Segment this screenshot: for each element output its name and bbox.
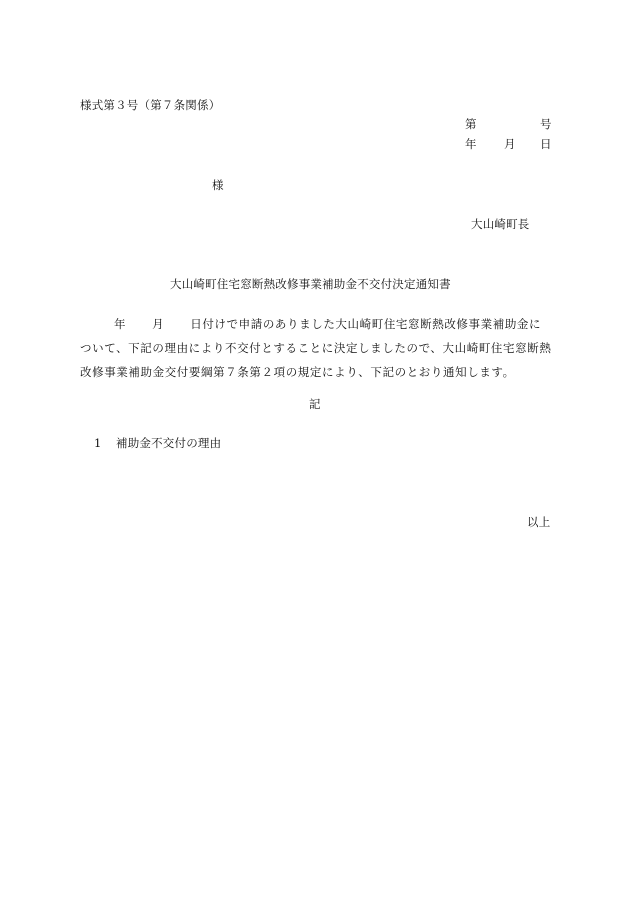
body-line-3: 改修事業補助金交付要綱第７条第２項の規定により、下記のとおり通知します。 — [80, 365, 515, 379]
body-month-label: 月 — [152, 317, 165, 331]
body-line-1 — [80, 312, 551, 336]
form-number-label: 様式第３号（第７条関係） — [80, 98, 221, 112]
reference-number-suffix: 号 — [540, 117, 552, 131]
reference-number-prefix: 第 — [465, 117, 477, 131]
list-item-label: 補助金不交付の理由 — [116, 436, 222, 450]
body-line-2: ついて、下記の理由により不交付とすることに決定しましたので、大山崎町住宅窓断熱 — [80, 341, 552, 355]
addressee-honorific: 様 — [212, 178, 224, 192]
body-paragraph — [80, 312, 551, 384]
date-day-label: 日 — [540, 137, 552, 151]
closing-text: 以上 — [527, 515, 551, 529]
sender-name: 大山崎町長 — [471, 217, 530, 231]
list-item-number: 1 — [94, 436, 102, 450]
date-year-label: 年 — [465, 137, 477, 151]
body-year-label: 年 — [114, 317, 127, 331]
body-line-1-text: 日付けで申請のありました大山崎町住宅窓断熱改修事業補助金に — [190, 317, 542, 331]
ki-heading: 記 — [309, 397, 321, 411]
document-title: 大山崎町住宅窓断熱改修事業補助金不交付決定通知書 — [170, 277, 451, 291]
date-month-label: 月 — [504, 137, 516, 151]
